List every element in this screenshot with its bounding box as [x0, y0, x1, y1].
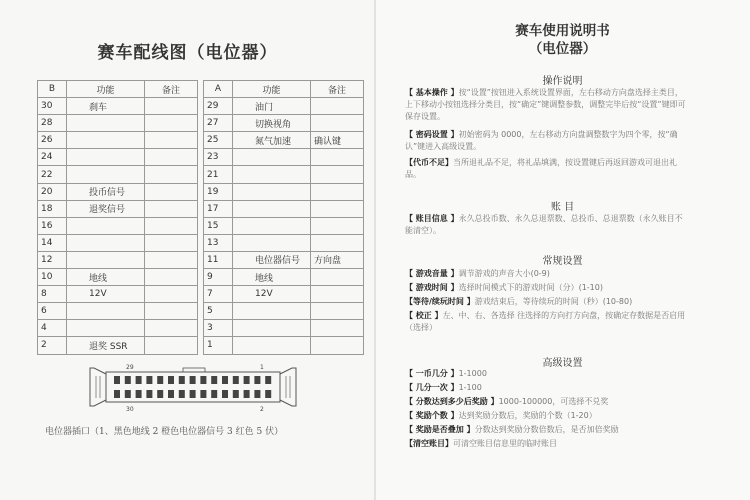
pin-function — [233, 149, 311, 166]
setting-item — [405, 296, 690, 308]
setting-label: 【 奖励是否叠加 】 — [405, 425, 475, 434]
pin-note — [145, 320, 198, 337]
pin-function: 投币信号 — [67, 183, 145, 200]
pin-function — [67, 217, 145, 234]
connector-pin — [211, 376, 217, 384]
setting-item — [405, 382, 690, 394]
connector-pin — [114, 376, 120, 384]
pin-function — [67, 303, 145, 320]
connector-pin — [190, 376, 196, 384]
connector-pin — [233, 390, 239, 398]
pin-function: 地线 — [67, 269, 145, 286]
pin-note — [311, 200, 364, 217]
pin-note — [145, 286, 198, 303]
pin-note — [311, 320, 364, 337]
pin-number: 16 — [38, 217, 67, 234]
setting-item — [405, 87, 690, 123]
pin-note — [145, 217, 198, 234]
connector-pin — [125, 376, 131, 384]
pin-note — [311, 166, 364, 183]
pin-note — [311, 303, 364, 320]
pin-note — [145, 98, 198, 115]
pin-function — [233, 303, 311, 320]
table-row — [38, 217, 198, 234]
pin-function: 电位器信号 — [233, 251, 311, 268]
pin-number: 18 — [38, 200, 67, 217]
pin-number: 6 — [38, 303, 67, 320]
setting-text: 1000-100000，可选择不兑奖 — [498, 397, 609, 406]
table-row — [38, 166, 198, 183]
setting-label: 【 账目信息 】 — [405, 214, 459, 223]
setting-text: 1-100 — [458, 383, 482, 392]
table-row — [204, 234, 364, 251]
table-row — [38, 303, 198, 320]
pin-number: 30 — [38, 98, 67, 115]
pin-note — [145, 149, 198, 166]
pin-note — [145, 183, 198, 200]
setting-item — [405, 213, 690, 237]
pin-function: 氮气加速 — [233, 132, 311, 149]
connector-pin — [125, 390, 131, 398]
table-row — [38, 183, 198, 200]
pin-note — [145, 303, 198, 320]
pin-note — [311, 217, 364, 234]
header-cell: A — [204, 81, 233, 98]
table-row — [38, 251, 198, 268]
connector-pin — [254, 376, 260, 384]
setting-item — [405, 268, 690, 280]
setting-text: 左、中、右、各选择 往选择的方向打方向盘，按确定存数据是否启用（选择） — [405, 311, 686, 332]
pin-number: 17 — [204, 200, 233, 217]
pin-number: 8 — [38, 286, 67, 303]
table-row — [38, 286, 198, 303]
table-row — [204, 115, 364, 132]
pin-note — [311, 269, 364, 286]
section-heading: 操作说明 — [542, 76, 583, 87]
pin-note — [145, 132, 198, 149]
manual-title — [375, 22, 750, 58]
pin-note: 方向盘 — [311, 251, 364, 268]
pin-note — [145, 337, 198, 354]
header-cell: B — [38, 81, 67, 98]
setting-text: 1-1000 — [458, 369, 487, 378]
setting-label: 【 奖励个数 】 — [405, 411, 459, 420]
connector-pin — [179, 376, 185, 384]
pin-function — [67, 234, 145, 251]
pin-function — [67, 132, 145, 149]
setting-item — [405, 424, 690, 436]
table-row — [38, 200, 198, 217]
pin-note — [145, 251, 198, 268]
connector-pin — [200, 376, 206, 384]
pin-number: 27 — [204, 115, 233, 132]
table-row — [38, 320, 198, 337]
pin-function: 油门 — [233, 98, 311, 115]
pin-note — [311, 337, 364, 354]
connector-pin — [211, 390, 217, 398]
table-row — [38, 98, 198, 115]
setting-text: 游戏结束后，等待续玩的时间（秒）(10-80) — [474, 297, 633, 306]
pin-number: 1 — [204, 337, 233, 354]
table-row — [204, 166, 364, 183]
pin-number: 25 — [204, 132, 233, 149]
pin-function — [67, 149, 145, 166]
table-row — [204, 132, 364, 149]
pin-number: 28 — [38, 115, 67, 132]
setting-item — [405, 129, 690, 153]
connector-pin — [222, 376, 228, 384]
setting-text: 选择时间模式下的游戏时间（分）(1-10) — [458, 283, 603, 292]
pin-number: 3 — [204, 320, 233, 337]
pin-label-1: 1 — [260, 364, 264, 371]
connector-pin — [157, 390, 163, 398]
pin-note — [145, 166, 198, 183]
pin-function — [233, 183, 311, 200]
pin-note — [311, 183, 364, 200]
setting-item — [405, 282, 690, 294]
pin-number: 22 — [38, 166, 67, 183]
table-row — [204, 149, 364, 166]
pin-function — [233, 320, 311, 337]
connector-pin — [222, 390, 228, 398]
header-cell: 功能 — [67, 81, 145, 98]
wiring-table-b — [37, 80, 198, 355]
setting-label: 【 一币几分 】 — [405, 369, 459, 378]
table-row — [204, 98, 364, 115]
connector-pin — [114, 390, 120, 398]
table-row — [204, 251, 364, 268]
section-heading: 常规设置 — [542, 256, 583, 267]
connector-pin — [168, 376, 174, 384]
setting-label: 【 几分一次 】 — [405, 383, 459, 392]
setting-label: 【 游戏音量 】 — [405, 269, 459, 278]
connector-pin — [254, 390, 260, 398]
wiring-table-a — [203, 80, 364, 355]
pin-function: 12V — [67, 286, 145, 303]
pin-note — [311, 149, 364, 166]
setting-text: 可清空账目信息里的临时账目 — [453, 439, 557, 448]
table-row — [38, 149, 198, 166]
setting-text: 初始密码为 0000，左右移动方向盘调整数字为四个零，按“确认”键进入高级设置。 — [405, 130, 678, 151]
table-header — [38, 81, 198, 98]
connector-diagram — [88, 362, 298, 412]
connector-pin — [168, 390, 174, 398]
pin-number: 15 — [204, 217, 233, 234]
connector-pin — [136, 390, 142, 398]
pin-function: 刹车 — [67, 98, 145, 115]
pin-function: 地线 — [233, 269, 311, 286]
pin-number: 9 — [204, 269, 233, 286]
setting-label: 【 校正 】 — [405, 311, 443, 320]
pin-note: 确认键 — [311, 132, 364, 149]
pin-note — [145, 115, 198, 132]
setting-label: 【清空账目】 — [405, 439, 453, 448]
pin-function: 12V — [233, 286, 311, 303]
table-header — [204, 81, 364, 98]
setting-item — [405, 438, 690, 450]
setting-label: 【等待/续玩时间 】 — [405, 297, 475, 306]
pin-label-29: 29 — [126, 364, 134, 371]
table-row — [204, 337, 364, 354]
pin-number: 24 — [38, 149, 67, 166]
setting-label: 【 密码设置 】 — [405, 130, 459, 139]
section-heading: 账 目 — [550, 202, 575, 213]
pin-function — [233, 200, 311, 217]
pin-note — [145, 269, 198, 286]
table-row — [38, 234, 198, 251]
pin-number: 2 — [38, 337, 67, 354]
setting-item — [405, 368, 690, 380]
table-row — [204, 320, 364, 337]
setting-item — [405, 410, 690, 422]
pin-function: 切换视角 — [233, 115, 311, 132]
pin-label-2: 2 — [260, 406, 264, 412]
connector-pin — [157, 376, 163, 384]
table-row — [204, 286, 364, 303]
pin-note — [311, 234, 364, 251]
pin-number: 21 — [204, 166, 233, 183]
setting-text: 分数达到奖励分数倍数后，是否加倍奖励 — [474, 425, 619, 434]
pin-function — [67, 251, 145, 268]
connector-pin — [200, 390, 206, 398]
setting-text: 调节游戏的声音大小(0-9) — [458, 269, 550, 278]
table-row — [38, 269, 198, 286]
setting-text: 当所退礼品不足，将礼品填满，按设置键后再返回游戏可退出礼品。 — [405, 158, 677, 179]
setting-text: 按“设置”按钮进入系统设置界面，左右移动方向盘选择主类目，上下移动小按钮选择分类目，按“确定”键调整参数，调整完毕后按“设置”键即可保存设置。 — [405, 88, 686, 121]
table-row — [204, 200, 364, 217]
connector-pin — [146, 376, 152, 384]
pin-number: 7 — [204, 286, 233, 303]
table-row — [38, 337, 198, 354]
table-row — [204, 183, 364, 200]
connector-pin — [244, 376, 250, 384]
header-cell: 功能 — [233, 81, 311, 98]
pin-note — [311, 98, 364, 115]
manual-title-line2: （电位器） — [528, 41, 597, 57]
pin-function — [233, 337, 311, 354]
setting-label: 【 基本操作 】 — [405, 88, 459, 97]
pin-number: 20 — [38, 183, 67, 200]
setting-item — [405, 310, 690, 334]
pin-number: 11 — [204, 251, 233, 268]
pin-number: 19 — [204, 183, 233, 200]
pin-number: 12 — [38, 251, 67, 268]
pin-note — [145, 234, 198, 251]
header-cell: 备注 — [145, 81, 198, 98]
table-row — [38, 115, 198, 132]
pin-note — [145, 200, 198, 217]
pin-function — [233, 234, 311, 251]
connector-pin — [136, 376, 142, 384]
setting-item — [405, 157, 690, 181]
pin-number: 5 — [204, 303, 233, 320]
connector-pin — [190, 390, 196, 398]
connector-pin — [179, 390, 185, 398]
pin-note — [311, 115, 364, 132]
table-row — [38, 132, 198, 149]
pin-number: 10 — [38, 269, 67, 286]
pin-function — [67, 115, 145, 132]
section-heading: 高级设置 — [542, 358, 583, 369]
connector-pin — [146, 390, 152, 398]
pin-number: 14 — [38, 234, 67, 251]
wiring-title: 赛车配线图（电位器） — [97, 43, 278, 63]
connector-pin — [244, 390, 250, 398]
pin-function — [233, 217, 311, 234]
pin-label-30: 30 — [126, 406, 134, 412]
pin-number: 13 — [204, 234, 233, 251]
table-row — [204, 303, 364, 320]
manual-title-line1: 赛车使用说明书 — [515, 23, 610, 39]
connector-pin — [233, 376, 239, 384]
header-cell: 备注 — [311, 81, 364, 98]
pin-function: 退奖信号 — [67, 200, 145, 217]
pin-number: 26 — [38, 132, 67, 149]
pin-note — [311, 286, 364, 303]
setting-text: 达到奖励分数后，奖励的个数（1-20） — [458, 411, 597, 420]
pin-number: 23 — [204, 149, 233, 166]
setting-label: 【 分数达到多少后奖励 】 — [405, 397, 499, 406]
pin-number: 29 — [204, 98, 233, 115]
setting-label: 【代币不足】 — [405, 158, 453, 167]
setting-item — [405, 396, 690, 408]
connector-pin — [265, 376, 271, 384]
setting-text: 永久总投币数、永久总退票数、总投币、总退票数（永久账目不能清空）。 — [405, 214, 683, 235]
pin-function — [233, 166, 311, 183]
pin-number: 4 — [38, 320, 67, 337]
pin-function — [67, 166, 145, 183]
pin-function: 退奖 SSR — [67, 337, 145, 354]
table-row — [204, 269, 364, 286]
connector-pin — [265, 390, 271, 398]
setting-label: 【 游戏时间 】 — [405, 283, 459, 292]
table-row — [204, 217, 364, 234]
pin-function — [67, 320, 145, 337]
connector-caption: 电位器插口（1、黑色地线 2 橙色电位器信号 3 红色 5 伏） — [45, 427, 284, 437]
